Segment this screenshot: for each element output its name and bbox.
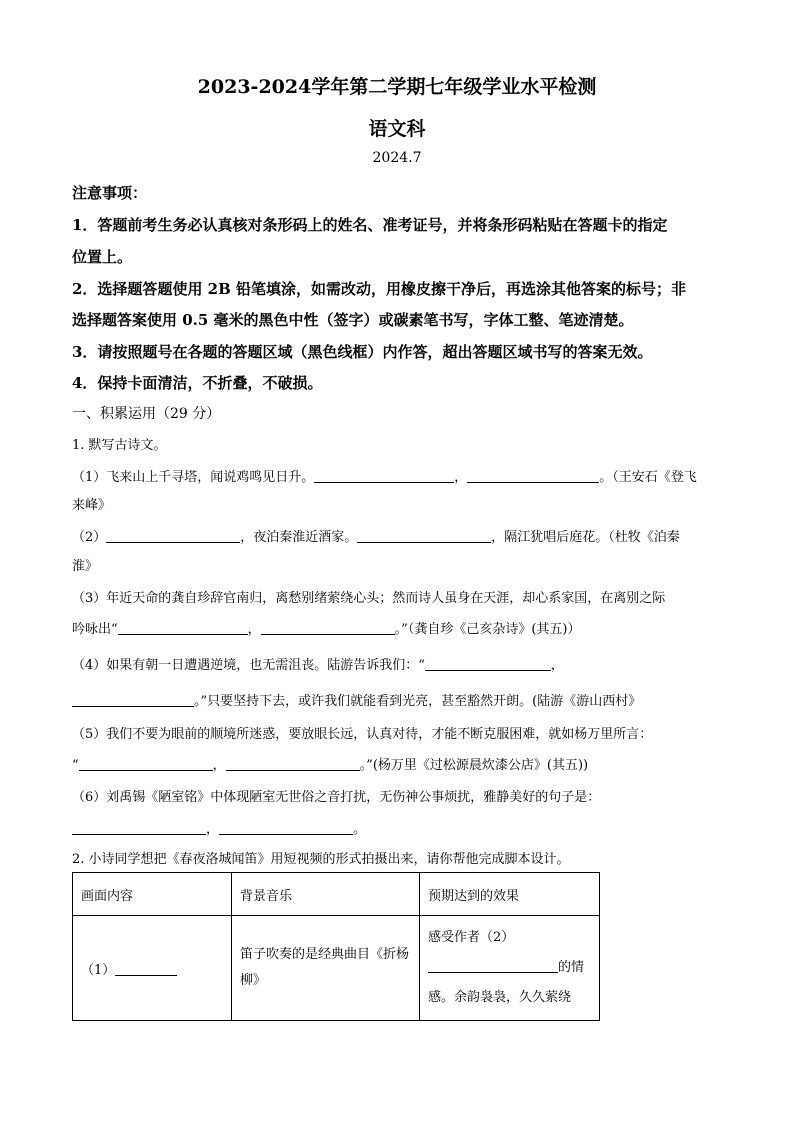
question-1-1-cont: 来峰》 — [72, 498, 112, 513]
q1-2-prefix: （2） — [72, 530, 107, 545]
answer-blank[interactable] — [467, 468, 599, 483]
q1-1-text: （1）飞来山上千寻塔，闻说鸡鸣见日升。 — [72, 470, 315, 485]
scene-label: （1） — [81, 962, 116, 978]
q1-6-end: 。 — [353, 822, 367, 837]
q1-1-end: 。（王安石《登飞 — [599, 470, 697, 485]
notice-item-1: 1．答题前考生务必认真核对条形码上的姓名、准考证号，并将条形码粘贴在答题卡的指定 — [72, 216, 668, 234]
answer-blank[interactable] — [428, 958, 558, 973]
answer-blank[interactable] — [72, 692, 194, 707]
q1-4-end: 。”只要坚持下去，或许我们就能看到光亮，甚至豁然开朗。(陆游《游山西村》 — [194, 694, 642, 709]
table-header-cell: 预期达到的效果 — [420, 873, 600, 916]
answer-blank[interactable] — [115, 961, 177, 976]
q1-4-sep: ， — [550, 658, 564, 673]
answer-blank[interactable] — [357, 528, 491, 543]
q1-6-sep: ， — [206, 822, 220, 837]
q1-5-end: 。”(杨万里《过松源晨炊漆公店》(其五)) — [359, 758, 589, 773]
q1-1-sep: ， — [454, 470, 468, 485]
table-header-cell: 背景音乐 — [232, 873, 420, 916]
question-1-5: （5）我们不要为眼前的顺境所迷惑，要放眼长远，认真对待，才能不断克服困难，就如杨万里所言： — [72, 727, 653, 742]
question-1-3-cont — [72, 618, 722, 637]
question-1-6-cont — [72, 818, 722, 837]
table-header-cell: 画面内容 — [73, 873, 232, 916]
answer-blank[interactable] — [226, 756, 360, 771]
notice-heading: 注意事项： — [72, 184, 148, 202]
table-cell-scene — [73, 916, 232, 1021]
answer-blank[interactable] — [118, 620, 248, 635]
question-1-1 — [72, 466, 722, 485]
notice-item-2: 2．选择题答题使用 2B 铅笔填涂，如需改动，用橡皮擦干净后，再选涂其他答案的标号；非 — [72, 280, 687, 298]
question-1-4 — [72, 654, 722, 673]
exam-date: 2024.7 — [372, 150, 422, 166]
effect-line-2: 的情 — [558, 960, 585, 975]
answer-blank[interactable] — [425, 656, 551, 671]
q1-5-sep: ， — [212, 758, 226, 773]
question-1-title: 1. 默写古诗文。 — [72, 438, 167, 453]
answer-blank[interactable] — [219, 820, 353, 835]
q1-3-prefix: 吟咏出“ — [72, 622, 118, 637]
notice-item-2-cont: 选择题答案使用 0.5 毫米的黑色中性（签字）或碳素笔书写，字体工整、笔迹清楚。 — [72, 311, 634, 329]
question-1-5-cont — [72, 754, 722, 773]
notice-item-1-cont: 位置上。 — [72, 248, 133, 266]
subject-title: 语文科 — [368, 118, 426, 140]
table-cell-effect — [420, 916, 600, 1021]
q1-3-sep: ， — [247, 622, 261, 637]
answer-blank[interactable] — [79, 756, 213, 771]
script-table — [72, 872, 600, 1021]
table-row — [73, 916, 600, 1021]
effect-line-1: 感受作者（2） — [428, 930, 515, 945]
answer-blank[interactable] — [261, 620, 395, 635]
notice-item-4: 4．保持卡面清洁，不折叠，不破损。 — [72, 374, 323, 392]
q1-2-mid: ，夜泊秦淮近酒家。 — [240, 530, 358, 545]
answer-blank[interactable] — [106, 528, 240, 543]
q1-4-text: （4）如果有朝一日遭遇逆境，也无需沮丧。陆游告诉我们：“ — [72, 658, 425, 673]
question-2-title: 2. 小诗同学想把《春夜洛城闻笛》用短视频的形式拍摄出来，请你帮他完成脚本设计。 — [72, 852, 570, 867]
table-header-row — [73, 873, 600, 916]
question-1-4-cont — [72, 690, 722, 709]
question-1-3: （3）年近天命的龚自珍辞官南归，离愁别绪萦绕心头；然而诗人虽身在天涯，却心系家国，在离别之际 — [72, 591, 666, 606]
section-heading: 一、积累运用（29 分） — [72, 406, 221, 422]
question-1-2 — [72, 526, 722, 545]
answer-blank[interactable] — [314, 468, 454, 483]
q1-2-end: ，隔江犹唱后庭花。（杜牧《泊秦 — [491, 530, 680, 545]
q1-3-end: 。”（龚自珍《己亥杂诗》(其五)） — [394, 622, 581, 637]
question-1-2-cont: 淮》 — [72, 559, 99, 574]
q1-5-open: “ — [72, 758, 79, 773]
exam-title: 2023-2024学年第二学期七年级学业水平检测 — [197, 76, 597, 98]
table-cell-music: 笛子吹奏的是经典曲目《折杨柳》 — [232, 916, 420, 1021]
effect-line-3: 感。余韵袅袅，久久萦绕 — [428, 990, 572, 1005]
question-1-6: （6）刘禹锡《陋室铭》中体现陋室无世俗之音打扰，无伤神公事烦扰，雅静美好的句子是： — [72, 790, 601, 805]
answer-blank[interactable] — [72, 820, 206, 835]
notice-item-3: 3．请按照题号在各题的答题区域（黑色线框）内作答，超出答题区域书写的答案无效。 — [72, 343, 653, 361]
